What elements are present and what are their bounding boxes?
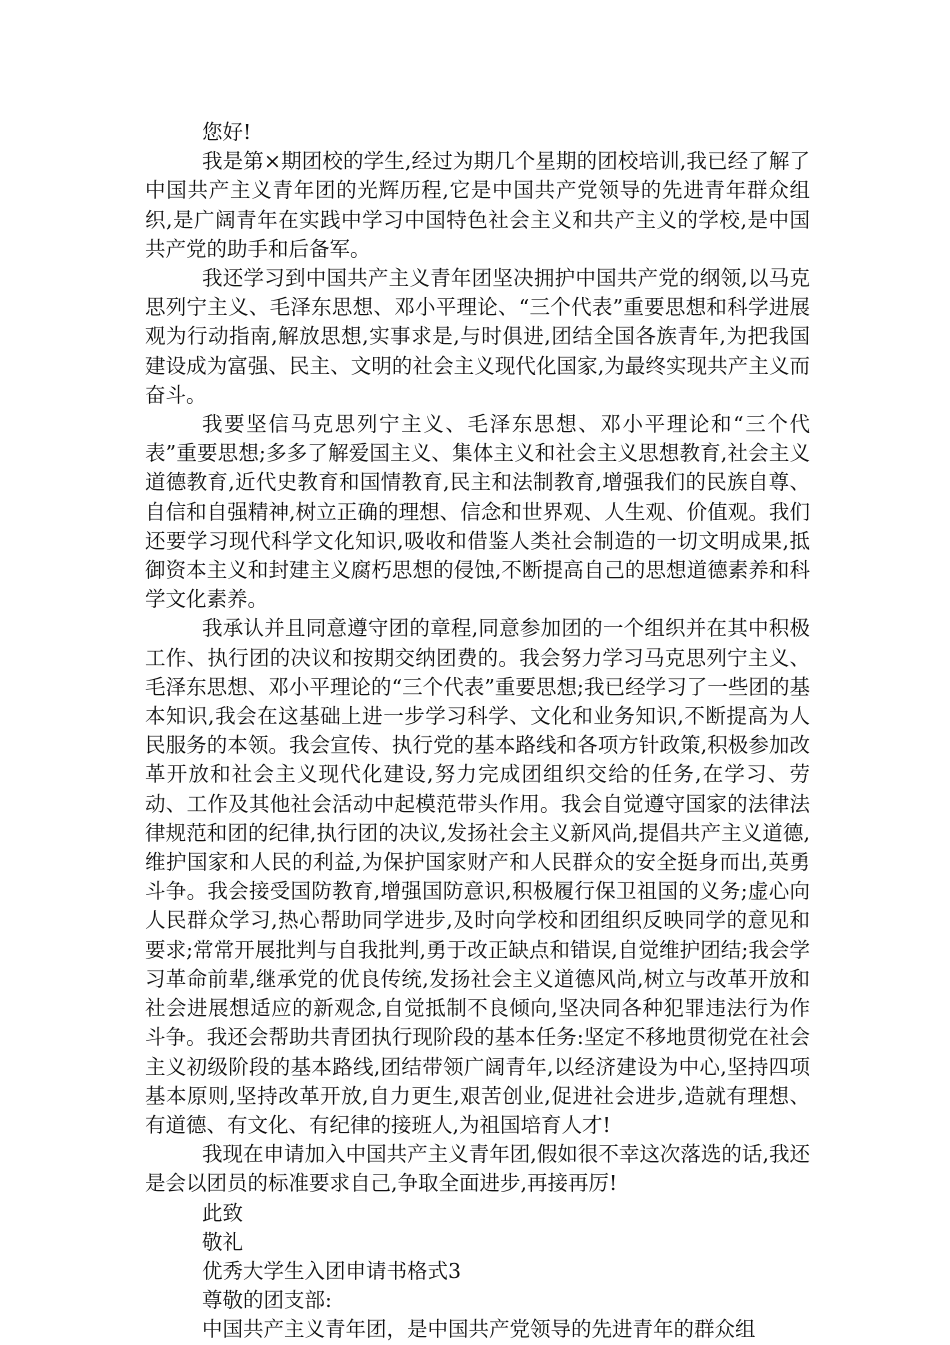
paragraph-5: 我现在申请加入中国共产主义青年团,假如很不幸这次落选的话,我还是会以团员的标准要求自己,争取全面进步,再接再厉! [145, 1142, 810, 1196]
next-section-title: 优秀大学生入团申请书格式3 [202, 1258, 462, 1283]
document-body [145, 118, 810, 1345]
paragraph-1: 我是第×期团校的学生,经过为期几个星期的团校培训,我已经了解了中国共产主义青年团的光辉历程,它是中国共产党领导的先进青年群众组织,是广阔青年在实践中学习中国特色社会主义和共产主义的学校,是中国共产党的助手和后备军。 [145, 149, 810, 261]
paragraph-4: 我承认并且同意遵守团的章程,同意参加团的一个组织并在其中积极工作、执行团的决议和按期交纳团费的。我会努力学习马克思列宁主义、毛泽东思想、邓小平理论的“三个代表”重要思想;我已经学习了一些团的基本知识,我会在这基础上进一步学习科学、文化和业务知识,不断提高为人民服务的本领。我会宣传、执行党的基本路线和各项方针政策,积极参加改革开放和社会主义现代化建设,努力完成团组织交给的任务,在学习、劳动、工作及其他社会活动中起模范带头作用。我会自觉遵守国家的法律法律规范和团的纪律,执行团的决议,发扬社会主义新风尚,提倡共产主义道德,维护国家和人民的利益,为保护国家财产和人民群众的安全挺身而出,英勇斗争。我会接受国防教育,增强国防意识,积极履行保卫祖国的义务;虚心向人民群众学习,热心帮助同学进步,及时向学校和团组织反映同学的意见和要求;常常开展批判与自我批判,勇于改正缺点和错误,自觉维护团结;我会学习革命前辈,继承党的优良传统,发扬社会主义道德风尚,树立与改革开放和社会进展想适应的新观念,自觉抵制不良倾向,坚决同各种犯罪违法行为作斗争。我还会帮助共青团执行现阶段的基本任务:坚定不移地贯彻党在社会主义初级阶段的基本路线,团结带领广阔青年,以经济建设为中心,坚持四项基本原则,坚持改革开放,自力更生,艰苦创业,促进社会进步,造就有理想、有道德、有文化、有纪律的接班人,为祖国培育人才! [145, 616, 810, 1137]
paragraph-2: 我还学习到中国共产主义青年团坚决拥护中国共产党的纲领,以马克思列宁主义、毛泽东思想、邓小平理论、“三个代表”重要思想和科学进展观为行动指南,解放思想,实事求是,与时俱进,团结全国各族青年,为把我国建设成为富强、民主、文明的社会主义现代化国家,为最终实现共产主义而奋斗。 [145, 266, 810, 407]
next-salutation: 尊敬的团支部: [202, 1288, 332, 1313]
closing-jing-li: 敬礼 [202, 1229, 243, 1254]
closing-ci-zhi: 此致 [202, 1200, 243, 1225]
paragraph-3: 我要坚信马克思列宁主义、毛泽东思想、邓小平理论和“三个代表”重要思想;多多了解爱国主义、集体主义和社会主义思想教育,社会主义道德教育,近代史教育和国情教育,民主和法制教育,增强我们的民族自尊、自信和自强精神,树立正确的理想、信念和世界观、人生观、价值观。我们还要学习现代科学文化知识,吸收和借鉴人类社会制造的一切文明成果,抵御资本主义和封建主义腐朽思想的侵蚀,不断提高自己的思想道德素养和科学文化素养。 [145, 412, 810, 612]
next-first-line: 中国共产主义青年团，是中国共产党领导的先进青年的群众组 [202, 1317, 756, 1342]
greeting: 您好! [202, 120, 252, 144]
